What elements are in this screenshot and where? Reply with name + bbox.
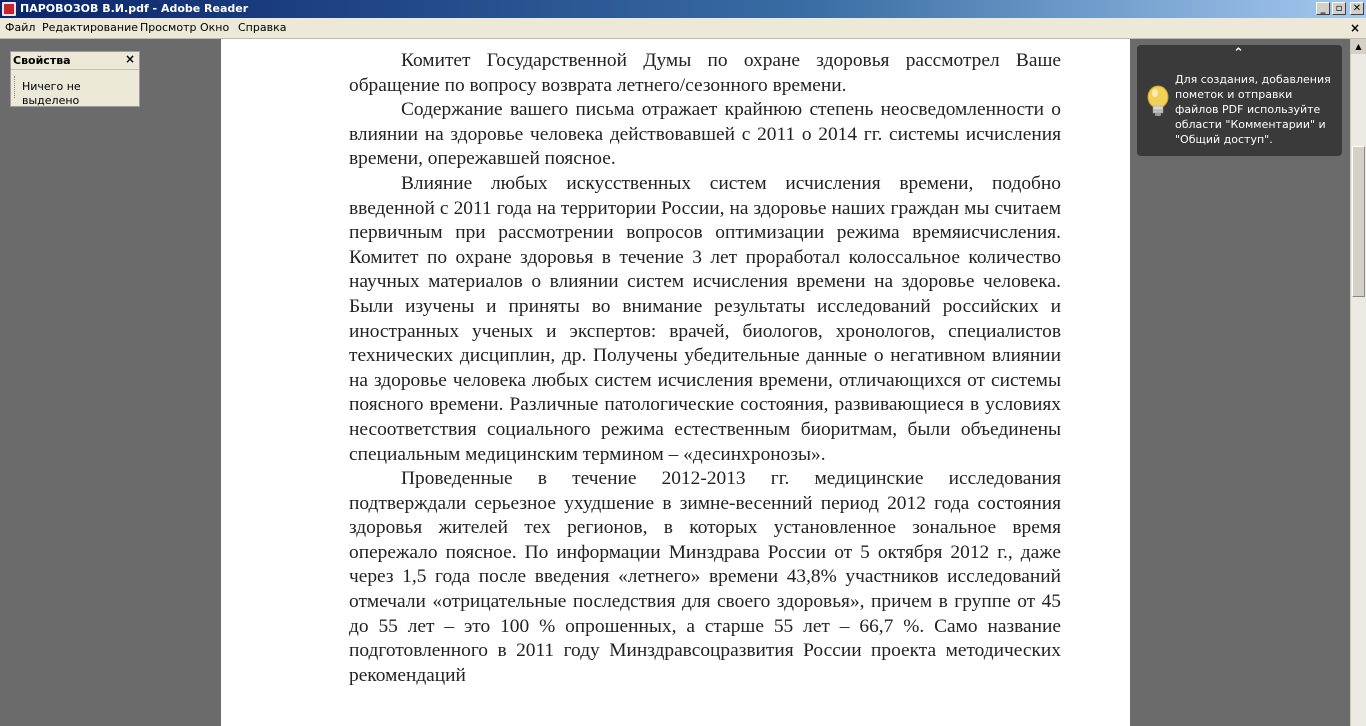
window-title: ПАРОВОЗОВ В.И.pdf - Adobe Reader — [20, 2, 249, 15]
menu-bar — [0, 18, 1366, 39]
properties-panel — [10, 51, 140, 107]
properties-panel-title: Свойства — [13, 54, 71, 67]
paragraph: Влияние любых искусственных систем исчисления времени, подобно введенной с 2011 года на территории России, на здоровье наших граждан мы считаем первичным при рассмотрении вопросов оптимизации режима времяисчисления. Комитет по охране здоровья в течение 3 лет проработал колоссальное количество научных материалов о влиянии систем исчисления времени на здоровье человека. Были изучены и приняты во внимание результаты исследований российских и иностранных ученых и экспертов: врачей, биологов, хронологов, специалистов технических дисциплин, др. Получены убедительные данные о негативном влиянии на здоровье человека любых систем исчисления времени, отличающихся от системы поясного времени. Различные патологические состояния, развивающиеся в условиях несоответствия социального режима естественным биоритмам, были объединены специальным медицинским термином – «десинхронозы». — [349, 172, 1061, 465]
menu-help[interactable]: Справка — [238, 21, 287, 34]
vertical-scrollbar[interactable] — [1350, 39, 1366, 726]
document-page[interactable] — [221, 39, 1130, 726]
title-bar — [0, 0, 1366, 18]
properties-panel-header — [11, 52, 139, 70]
close-button[interactable]: ✕ — [1350, 2, 1364, 15]
left-pane — [0, 39, 221, 726]
scroll-up-arrow-icon[interactable]: ▲ — [1351, 39, 1366, 54]
document-text — [349, 49, 1061, 688]
paragraph: Проведенные в течение 2012-2013 гг. медицинские исследования подтверждали серьезное ухудшение в зимне-весенний период 2012 года состояния здоровья жителей тех регионов, в которых установленное зональное время опережало поясное. По информации Минздрава России от 5 октября 2012 г., даже через 1,5 года после введения «летнего» времени 43,8% участников исследований отмечали «отрицательные последствия для своего здоровья», причем в группе от 45 до 55 лет – это 100 % опрошенных, а старше 55 лет – 66,7 %. Само название подготовленного в 2011 году Минздравсоцразвития России проекта методических рекомендаций — [349, 468, 1061, 686]
menu-window[interactable]: Окно — [200, 21, 230, 34]
paragraph: Комитет Государственной Думы по охране здоровья рассмотрел Ваше обращение по вопросу возврата летнего/сезонного времени. — [349, 50, 1061, 96]
tip-text: Для создания, добавления пометок и отправки файлов PDF используйте области "Комментарии" и "Общий доступ". — [1175, 73, 1331, 146]
minimize-button[interactable]: _ — [1316, 2, 1330, 15]
document-close-icon[interactable]: × — [1349, 21, 1360, 35]
paragraph: Содержание вашего письма отражает крайнюю степень неосведомленности о влиянии на здоровье человека действовавшей с 2011 о 2014 гг. системы исчисления времени, опережавшей поясное. — [349, 99, 1061, 170]
menu-file[interactable]: Файл — [5, 21, 36, 34]
menu-edit[interactable]: Редактирование — [42, 21, 138, 34]
properties-close-icon[interactable]: × — [124, 52, 135, 66]
restore-button[interactable]: ▫ — [1332, 2, 1346, 15]
tip-box — [1137, 45, 1342, 156]
properties-empty-text: Ничего не выделено — [22, 80, 81, 107]
collapse-chevron-icon[interactable]: ⌃ — [1233, 46, 1244, 61]
scrollbar-thumb[interactable] — [1352, 146, 1365, 297]
right-pane — [1130, 39, 1350, 726]
menu-view[interactable]: Просмотр — [140, 21, 197, 34]
adobe-reader-icon — [2, 2, 16, 16]
lightbulb-icon — [1145, 85, 1171, 119]
panel-grip-handle[interactable] — [14, 76, 17, 98]
